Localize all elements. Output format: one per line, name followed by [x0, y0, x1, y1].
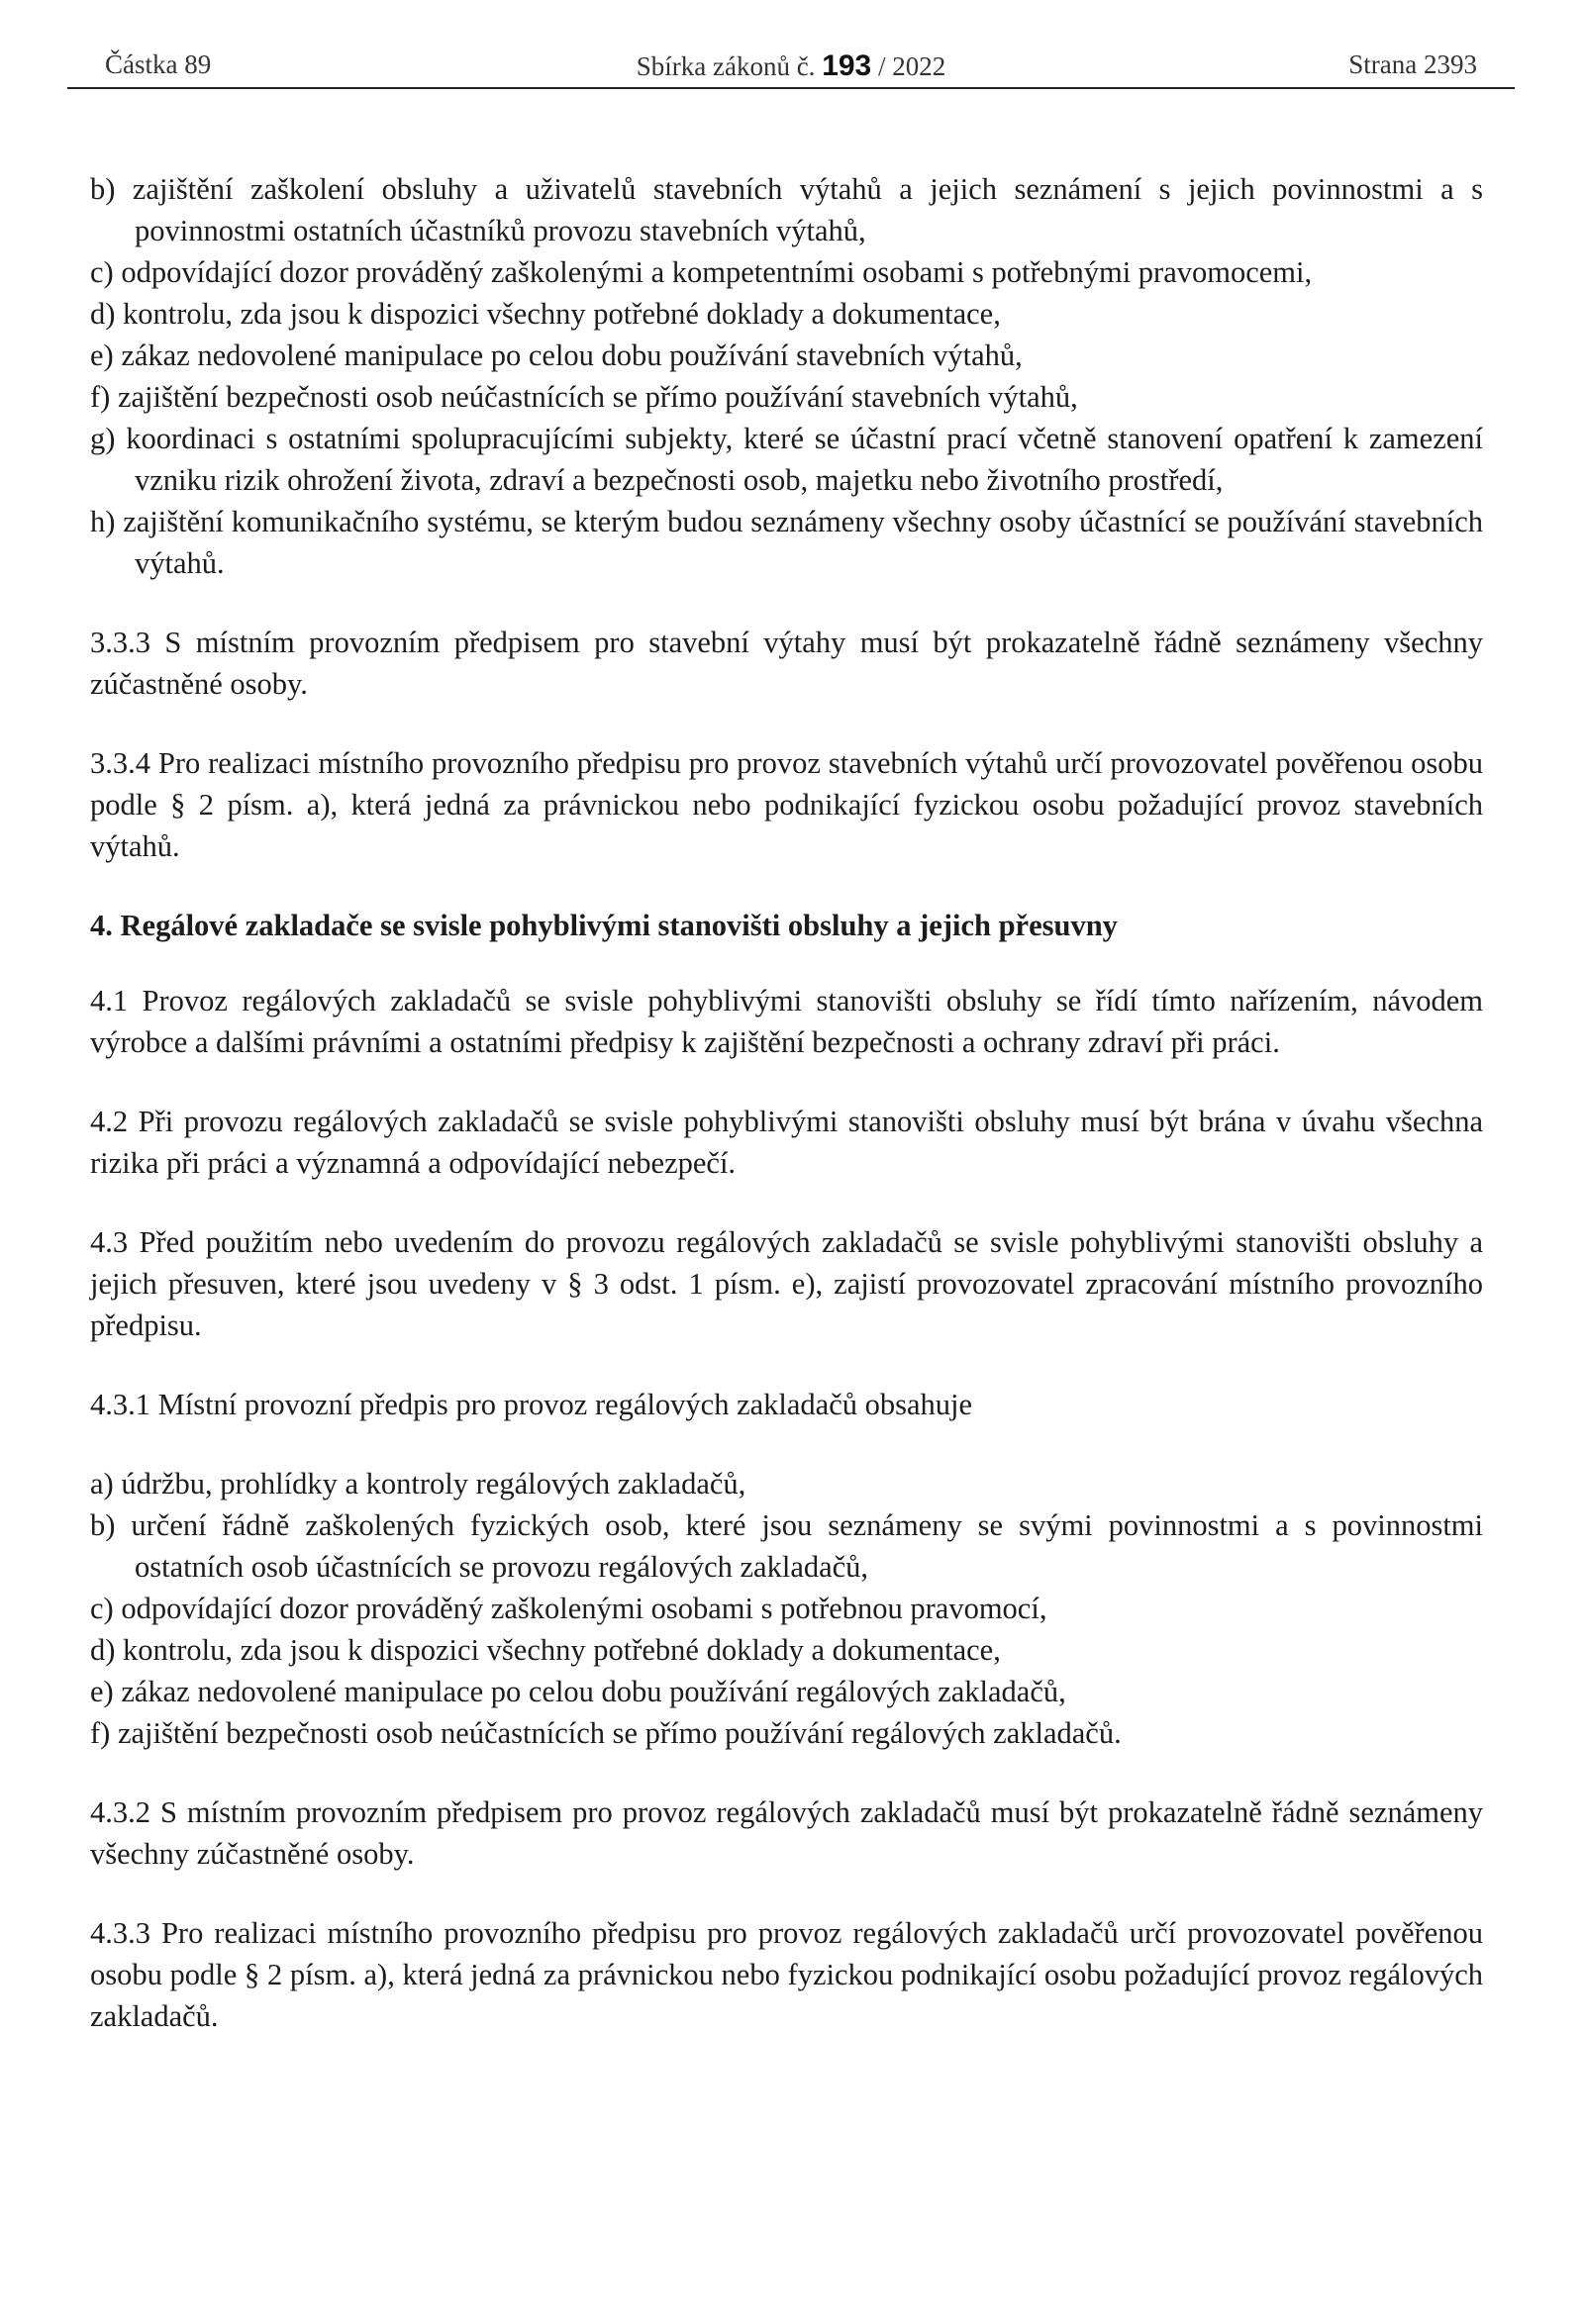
list-431-items [90, 1463, 1483, 1754]
paragraph-4-1: 4.1 Provoz regálových zakladačů se svisle pohyblivými stanovišti obsluhy se řídí tímto nařízením, návodem výrobce a dalšími právními a ostatními předpisy k zajištění bezpečnosti a ochrany zdraví při práci. [90, 984, 1483, 1059]
list-item: b) určení řádně zaškolených fyzických osob, které jsou seznámeny se svými povinnostmi a s povinnostmi ostatních osob účastnících se provozu regálových zakladačů, [90, 1508, 1483, 1584]
list-item: a) údržbu, prohlídky a kontroly regálových zakladačů, [90, 1467, 746, 1501]
document-body [90, 168, 1483, 2037]
list-item: f) zajištění bezpečnosti osob neúčastnících se přímo používání stavebních výtahů, [90, 380, 1078, 414]
list-item: d) kontrolu, zda jsou k dispozici všechny potřebné doklady a dokumentace, [90, 297, 1001, 331]
list-item: h) zajištění komunikačního systému, se kterým budou seznámeny všechny osoby účastnící se používání stavebních výtahů. [90, 505, 1483, 580]
paragraph-3-3-3: 3.3.3 S místním provozním předpisem pro stavební výtahy musí být prokazatelně řádně seznámeny všechny zúčastněné osoby. [90, 626, 1483, 701]
header-collection-year: / 2022 [878, 51, 946, 81]
header-issue: Částka 89 [105, 49, 212, 79]
list-item: g) koordinaci s ostatními spolupracujícími subjekty, které se účastní prací včetně stanovení opatření k zamezení vzniku rizik ohrožení života, zdraví a bezpečnosti osob, majetku nebo životního prostředí, [90, 422, 1483, 497]
list-item: c) odpovídající dozor prováděný zaškolenými a kompetentními osobami s potřebnými pravomocemi, [90, 255, 1313, 289]
header-page-number: Strana 2393 [1348, 49, 1477, 79]
section-heading-4: 4. Regálové zakladače se svisle pohyblivými stanovišti obsluhy a jejich přesuvny [90, 909, 1118, 942]
paragraph-4-3: 4.3 Před použitím nebo uvedením do provozu regálových zakladačů se svisle pohyblivými stanovišti obsluhy a jejich přesuven, které jsou uvedeny v § 3 odst. 1 písm. e), zajistí provozovatel zpracování místního provozního předpisu. [90, 1225, 1483, 1342]
header-collection [67, 49, 1515, 83]
page-header [67, 48, 1515, 89]
list-item: d) kontrolu, zda jsou k dispozici všechny potřebné doklady a dokumentace, [90, 1633, 1001, 1667]
paragraph-3-3-4: 3.3.4 Pro realizaci místního provozního předpisu pro provoz stavebních výtahů určí provozovatel pověřenou osobu podle § 2 písm. a), která jedná za právnickou nebo podnikající fyzickou osobu požadující provoz stavebních výtahů. [90, 746, 1483, 863]
header-collection-prefix: Sbírka zákonů č. [636, 51, 816, 81]
list-item: f) zajištění bezpečnosti osob neúčastnících se přímo používání regálových zakladačů. [90, 1716, 1122, 1750]
paragraph-4-3-3: 4.3.3 Pro realizaci místního provozního předpisu pro provoz regálových zakladačů určí provozovatel pověřenou osobu podle § 2 písm. a), která jedná za právnickou nebo fyzickou podnikající osobu požadující provoz regálových zakladačů. [90, 1916, 1483, 2033]
paragraph-4-3-1: 4.3.1 Místní provozní předpis pro provoz regálových zakladačů obsahuje [90, 1388, 973, 1421]
list-item: b) zajištění zaškolení obsluhy a uživatelů stavebních výtahů a jejich seznámení s jejich povinnostmi a s povinnostmi ostatních účastníků provozu stavebních výtahů, [90, 172, 1483, 247]
paragraph-4-3-2: 4.3.2 S místním provozním předpisem pro provoz regálových zakladačů musí být prokazatelně řádně seznámeny všechny zúčastněné osoby. [90, 1795, 1483, 1871]
list-333-items [90, 168, 1483, 584]
list-item: c) odpovídající dozor prováděný zaškolenými osobami s potřebnou pravomocí, [90, 1592, 1047, 1625]
paragraph-4-2: 4.2 Při provozu regálových zakladačů se svisle pohyblivými stanovišti obsluhy musí být brána v úvahu všechna rizika při práci a významná a odpovídající nebezpečí. [90, 1105, 1483, 1180]
list-item: e) zákaz nedovolené manipulace po celou dobu používání stavebních výtahů, [90, 339, 1023, 372]
list-item: e) zákaz nedovolené manipulace po celou dobu používání regálových zakladačů, [90, 1675, 1066, 1708]
header-law-number: 193 [822, 49, 872, 82]
